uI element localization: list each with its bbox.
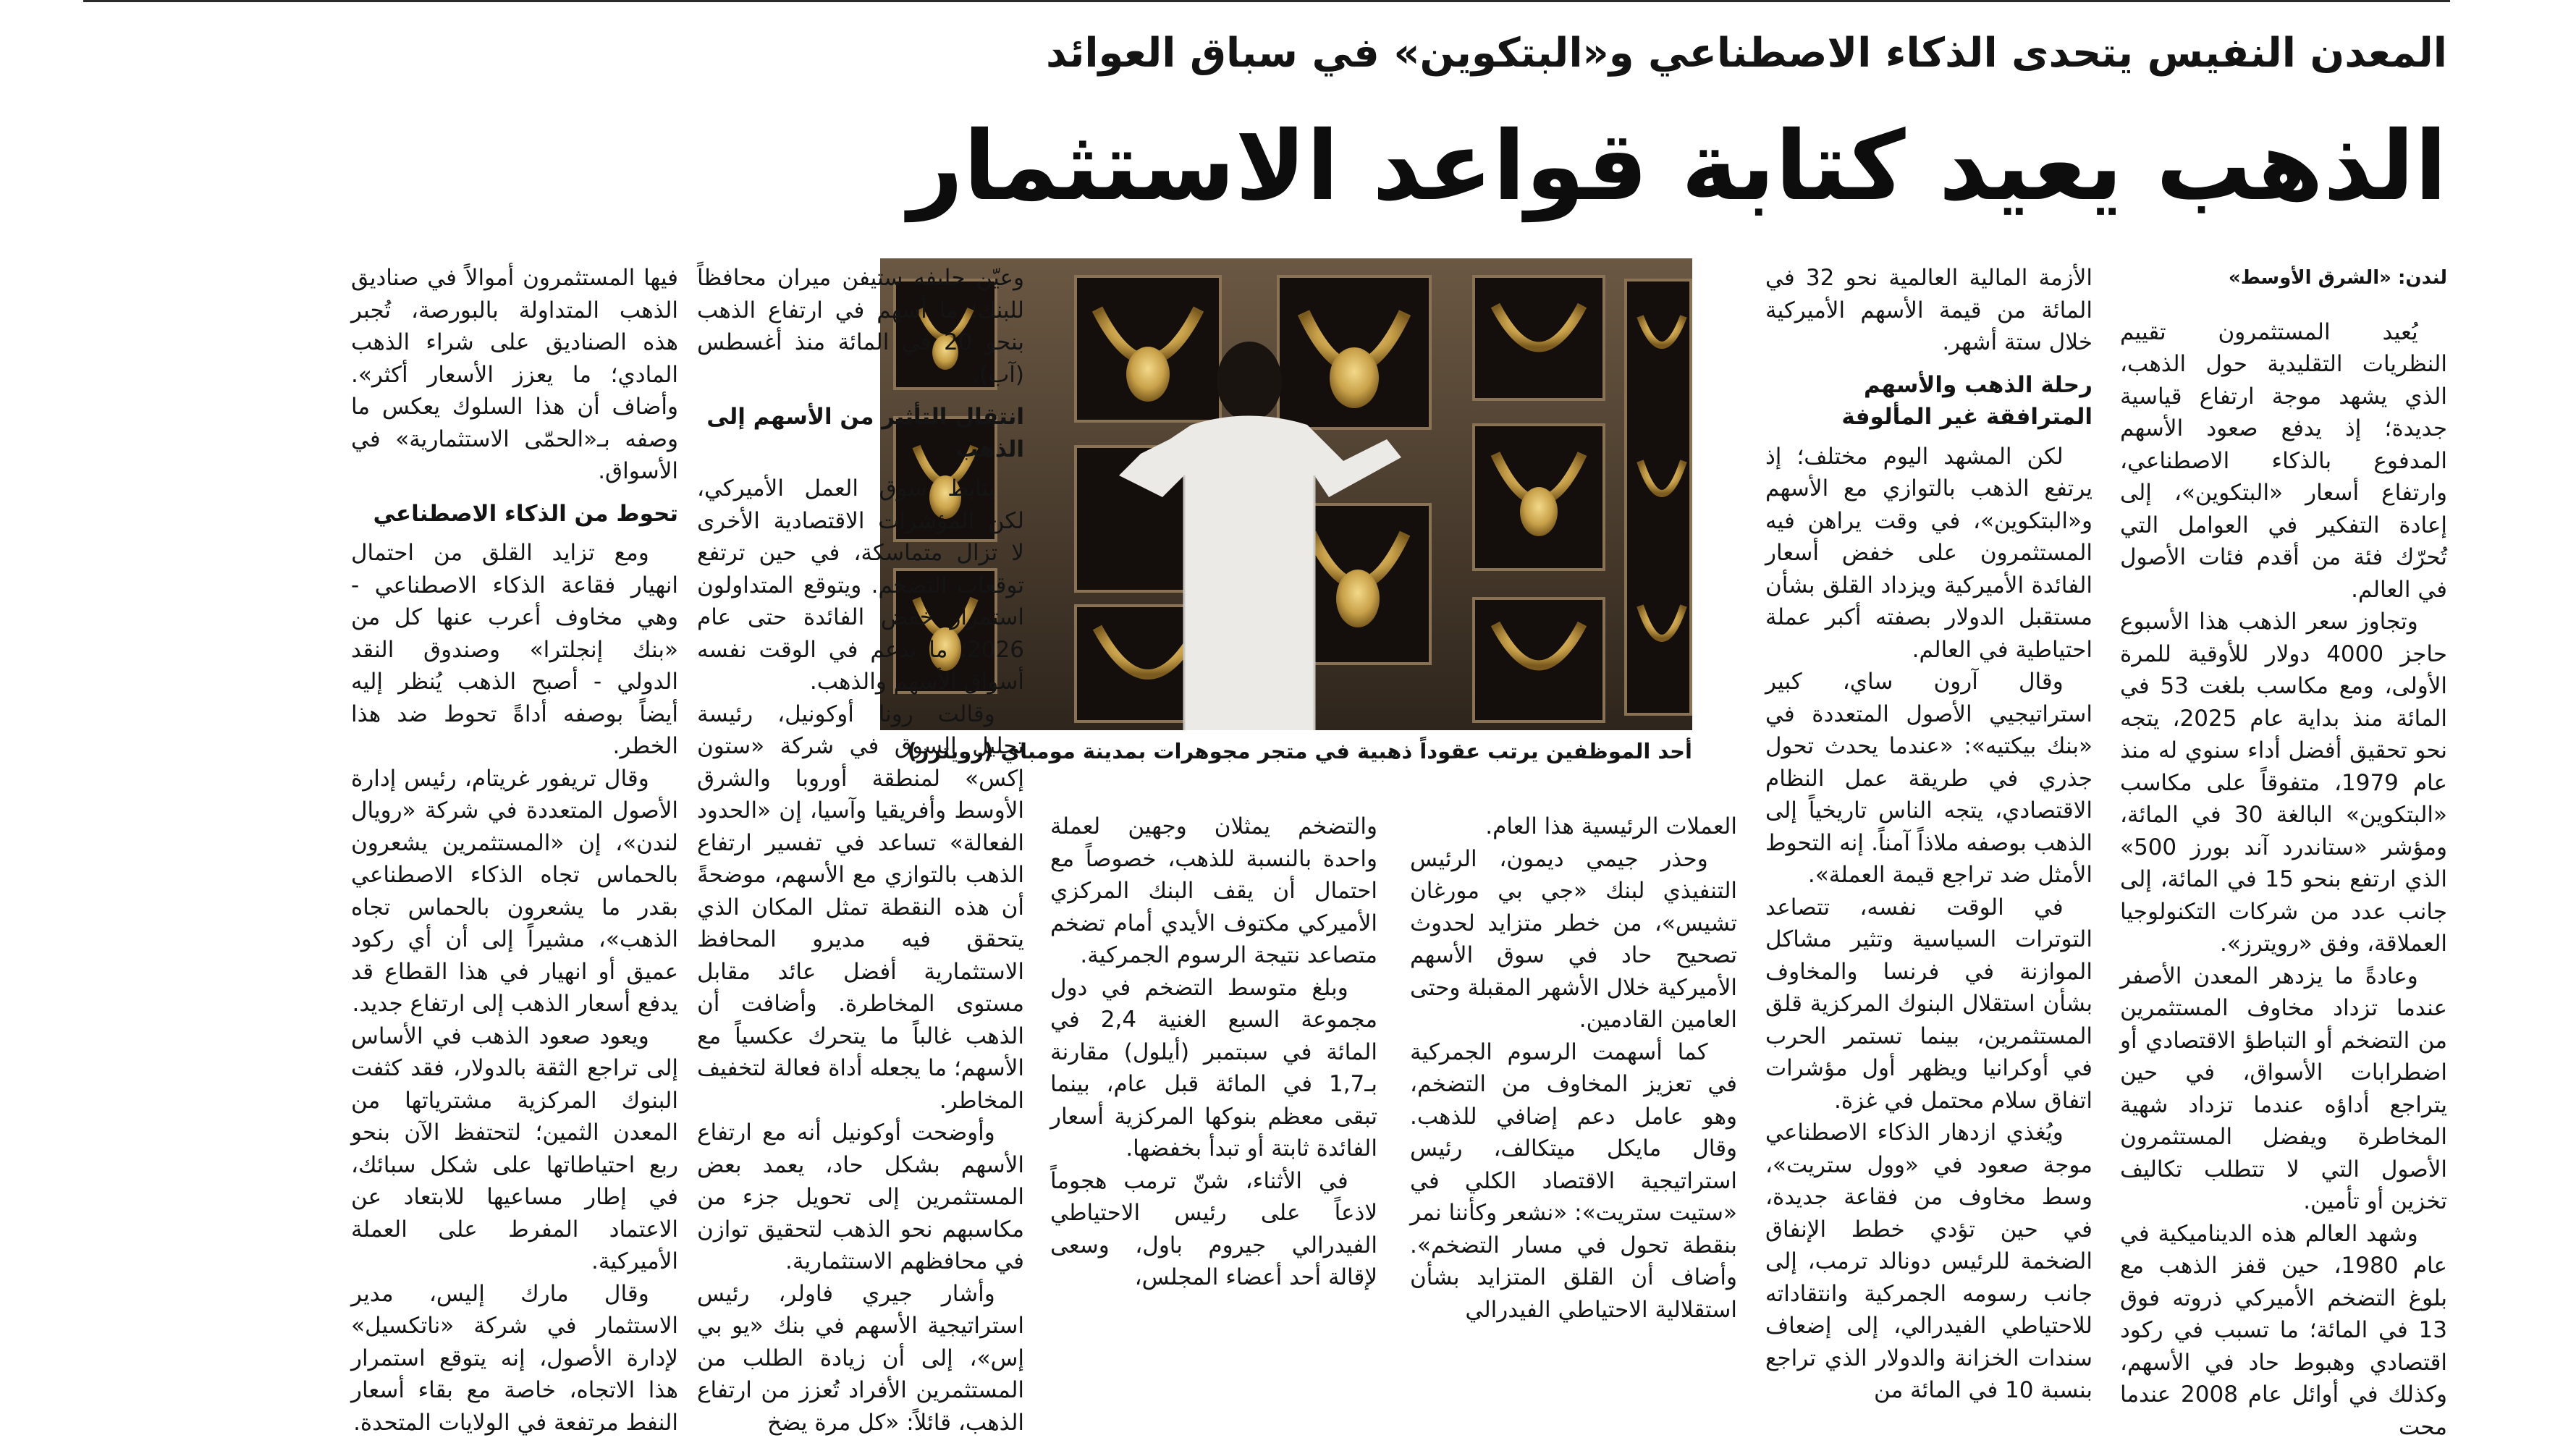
paragraph: ومع تزايد القلق من احتمال انهيار فقاعة الذكاء الاصطناعي - وهي مخاوف أعرب عنها كل من «بنك إنجلترا» وصندوق النقد الدولي - أصبح الذهب يُنظر إليه أيضاً بوصفه أداةً تحوط ضد هذا الخطر. — [351, 537, 678, 763]
subheading: انتقال التأثير من الأسهم إلى الذهب — [697, 401, 1024, 465]
article-column-2 — [1765, 262, 2093, 1267]
paragraph: وتجاوز سعر الذهب هذا الأسبوع حاجز 4000 دولار للأوقية للمرة الأولى، ومع مكاسب بلغت 53 في المائة منذ بداية عام 2025، يتجه نحو تحقيق أفضل أداء سنوي له منذ عام 1979، متفوقاً على مكاسب «البتكوين» البالغة 30 في المائة، ومؤشر «ستاندرد آند بورز 500» الذي ارتفع بنحو 15 في المائة، إلى جانب عدد من شركات التكنولوجيا العملاقة، وفق «رويترز». — [2120, 606, 2447, 960]
paragraph: وأشار جيري فاولر، رئيس استراتيجية الأسهم في بنك «يو بي إس»، إلى أن زيادة الطلب من المستثمرين الأفراد تُعزز من ارتفاع الذهب، قائلاً: «كل مرة يضخ — [697, 1278, 1024, 1439]
paragraph: ويُغذي ازدهار الذكاء الاصطناعي موجة صعود في «وول ستريت»، وسط مخاوف من فقاعة جديدة، في حين تؤدي خطط الإنفاق الضخمة للرئيس دونالد ترمب، إلى جانب رسومه الجمركية وانتقاداته للاحتياطي الفيدرالي، إلى إضعاف سندات الخزانة والدولار الذي تراجع بنسبة 10 في المائة من — [1765, 1117, 2093, 1407]
paragraph: وأوضحت أوكونيل أنه مع ارتفاع الأسهم بشكل حاد، يعمد بعض المستثمرين إلى تحويل جزء من مكاسبهم نحو الذهب لتحقيق توازن في محافظهم الاستثمارية. — [697, 1117, 1024, 1278]
paragraph: يُعيد المستثمرون تقييم النظريات التقليدية حول الذهب، الذي يشهد موجة ارتفاع قياسية جديدة؛ إذ يدفع صعود الأسهم المدفوع بالذكاء الاصطناعي، وارتفاع أسعار «البتكوين»، إلى إعادة التفكير في العوامل التي تُحرّك فئة من أقدم فئات الأصول في العالم. — [2120, 316, 2447, 606]
article-column-4 — [1050, 811, 1377, 1267]
paragraph: لكن المشهد اليوم مختلف؛ إذ يرتفع الذهب بالتوازي مع الأسهم و«البتكوين»، في وقت يراهن فيه المستثمرون على خفض أسعار الفائدة الأميركية ويزداد القلق بشأن مستقبل الدولار بصفته أكبر عملة احتياطية في العالم. — [1765, 441, 2093, 667]
paragraph: الأزمة المالية العالمية نحو 32 في المائة من قيمة الأسهم الأميركية خلال ستة أشهر. — [1765, 262, 2093, 359]
paragraph: يتابط سوق العمل الأميركي، لكن المؤشرات الاقتصادية الأخرى لا تزال متماسكة، في حين ترتفع توقعات التضخم. ويتوقع المتداولون استمرار خفض الفائدة حتى عام 2026؛ ما يدعم في الوقت نفسه أسواق الأسهم والذهب. — [697, 473, 1024, 698]
article-kicker: المعدن النفيس يتحدى الذكاء الاصطناعي و«البتكوين» في سباق العوائد — [1000, 25, 2447, 82]
subheading: تحوط من الذكاء الاصطناعي — [351, 498, 678, 530]
paragraph: العملات الرئيسية هذا العام. — [1410, 811, 1737, 843]
photo-caption: أحد الموظفين يرتب عقوداً ذهبية في متجر مجوهرات بمدينة مومباي (رويترز) — [880, 735, 1692, 767]
paragraph: وعيّن حليفه ستيفن ميران محافظاً للبنك؛ ما أسهم في ارتفاع الذهب بنحو 20 في المائة منذ أغسطس (آب). — [697, 262, 1024, 391]
paragraph: وشهد العالم هذه الديناميكية في عام 1980، حين قفز الذهب مع بلوغ التضخم الأميركي ذروته فوق 13 في المائة؛ ما تسبب في ركود اقتصادي وهبوط حاد في الأسهم، وكذلك في أوائل عام 2008 عندما محت — [2120, 1218, 2447, 1443]
paragraph: في الوقت نفسه، تتصاعد التوترات السياسية وتثير مشاكل الموازنة في فرنسا والمخاوف بشأن استقلال البنوك المركزية قلق المستثمرين، بينما تستمر الحرب في أوكرانيا ويظهر أول مؤشرات اتفاق سلام محتمل في غزة. — [1765, 892, 2093, 1117]
showcase-right — [1474, 276, 1691, 722]
article-column-1 — [2120, 262, 2447, 1267]
article-headline: الذهب يعيد كتابة قواعد الاستثمار — [710, 109, 2447, 224]
paragraph: وعادةً ما يزدهر المعدن الأصفر عندما تزداد مخاوف المستثمرين من التضخم أو التباطؤ الاقتصادي أو اضطرابات الأسواق، في حين يتراجع أداؤه عندما تزداد شهية المخاطرة ويفضل المستثمرون الأصول التي لا تتطلب تكاليف تخزين أو تأمين. — [2120, 960, 2447, 1218]
paragraph: كما أسهمت الرسوم الجمركية في تعزيز المخاوف من التضخم، وهو عامل دعم إضافي للذهب. وقال مايكل ميتكالف، رئيس استراتيجية الاقتصاد الكلي في «ستيت ستريت»: «نشعر وكأننا نمر بنقطة تحول في مسار التضخم». وأضاف أن القلق المتزايد بشأن استقلالية الاحتياطي الفيدرالي — [1410, 1036, 1737, 1326]
article-column-3 — [1410, 811, 1737, 1267]
paragraph: وقالت رونا أوكونيل، رئيسة تحليل السوق في شركة «ستون إكس» لمنطقة أوروبا والشرق الأوسط وأفريقيا وآسيا، إن «الحدود الفعالة» تساعد في تفسير ارتفاع الذهب بالتوازي مع الأسهم، موضحةً أن هذه النقطة تمثل المكان الذي يتحقق فيه مديرو المحافظ الاستثمارية أفضل عائد مقابل مستوى المخاطرة. وأضافت أن الذهب غالباً ما يتحرك عكسياً مع الأسهم؛ ما يجعله أداة فعالة لتخفيف المخاطر. — [697, 698, 1024, 1117]
paragraph: وقال تريفور غريتام، رئيس إدارة الأصول المتعددة في شركة «رويال لندن»، إن «المستثمرين يشعرون بالحماس تجاه الذكاء الاصطناعي بقدر ما يشعرون بالحماس تجاه الذهب»، مشيراً إلى أن أي ركود عميق أو انهيار في هذا القطاع قد يدفع أسعار الذهب إلى ارتفاع جديد. — [351, 763, 678, 1020]
paragraph: وقال مارك إليس، مدير الاستثمار في شركة «ناتكسيل» لإدارة الأصول، إنه يتوقع استمرار هذا الاتجاه، خاصة مع بقاء أسعار النفط مرتفعة في الولايات المتحدة. — [351, 1278, 678, 1439]
paragraph: وقال آرون ساي، كبير استراتيجيي الأصول المتعددة في «بنك بيكتيه»: «عندما يحدث تحول جذري في طريقة عمل النظام الاقتصادي، يتجه الناس تاريخياً إلى الذهب بوصفه ملاذاً آمناً. إنه التحوط الأمثل ضد تراجع قيمة العملة». — [1765, 666, 2093, 892]
dateline: لندن: «الشرق الأوسط» — [2120, 262, 2447, 295]
paragraph: والتضخم يمثلان وجهين لعملة واحدة بالنسبة للذهب، خصوصاً مع احتمال أن يقف البنك المركزي الأميركي مكتوف الأيدي أمام تضخم متصاعد نتيجة الرسوم الجمركية. — [1050, 811, 1377, 972]
paragraph: وبلغ متوسط التضخم في دول مجموعة السبع الغنية 2,4 في المائة في سبتمبر (أيلول) مقارنة بـ1,7 في المائة قبل عام، بينما تبقى معظم بنوكها المركزية أسعار الفائدة ثابتة أو تبدأ بخفضها. — [1050, 972, 1377, 1165]
subheading: رحلة الذهب والأسهم المترافقة غير المألوفة — [1765, 369, 2093, 433]
article-column-5 — [697, 262, 1024, 1267]
paragraph: ويعود صعود الذهب في الأساس إلى تراجع الثقة بالدولار، فقد كثفت البنوك المركزية مشترياتها من المعدن الثمين؛ لتحتفظ الآن بنحو ربع احتياطاتها على شكل سبائك، في إطار مساعيها للابتعاد عن الاعتماد المفرط على العملة الأميركية. — [351, 1020, 678, 1278]
paragraph: وحذر جيمي ديمون، الرئيس التنفيذي لبنك «جي بي مورغان تشيس»، من خطر متزايد لحدوث تصحيح حاد في سوق الأسهم الأميركية خلال الأشهر المقبلة وحتى العامين القادمين. — [1410, 843, 1737, 1036]
paragraph: فيها المستثمرون أموالاً في صناديق الذهب المتداولة بالبورصة، تُجبر هذه الصناديق على شراء الذهب المادي؛ ما يعزز الأسعار أكثر». وأضاف أن هذا السلوك يعكس ما وصفه بـ«الحمّى الاستثمارية» في الأسواق. — [351, 262, 678, 488]
top-rule — [83, 0, 2450, 2]
article-column-6 — [351, 262, 678, 1267]
paragraph: في الأثناء، شنّ ترمب هجوماً لاذعاً على رئيس الاحتياطي الفيدرالي جيروم باول، وسعى لإقالة أحد أعضاء المجلس، — [1050, 1165, 1377, 1294]
